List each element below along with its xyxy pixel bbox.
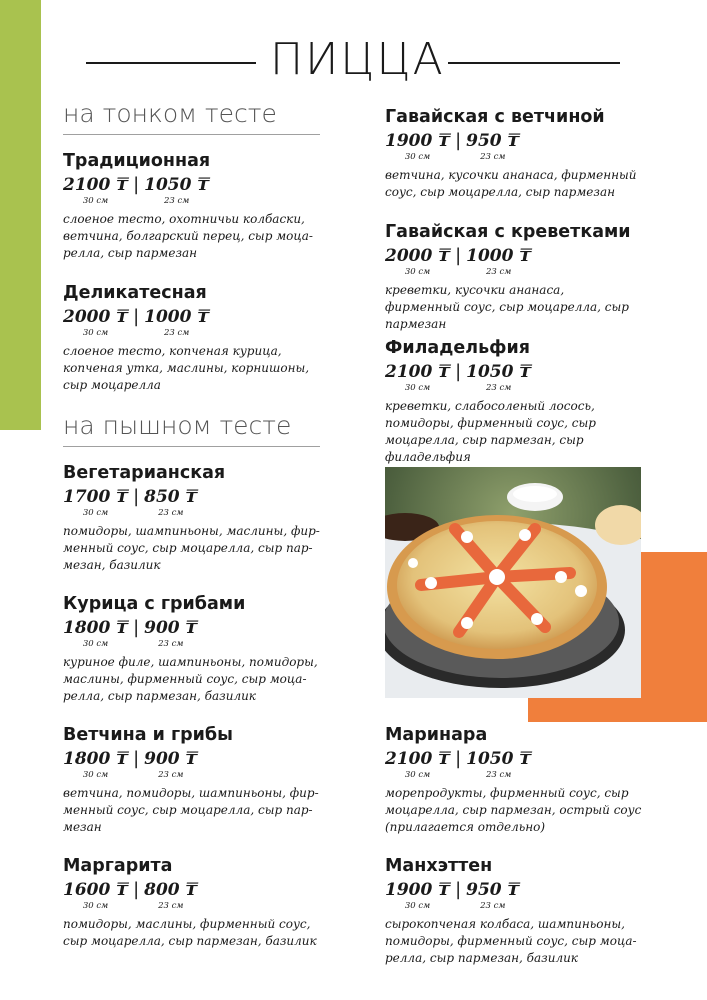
price-large: 2000 ₸ — [385, 246, 451, 266]
price-large: 1800 ₸ — [63, 618, 129, 638]
price-separator: | — [455, 879, 462, 900]
price-separator: | — [455, 130, 462, 151]
size-large-label: 30 см — [82, 901, 109, 911]
price-separator: | — [455, 245, 462, 266]
price-small: 1050 ₸ — [466, 749, 532, 769]
item-description: ветчина, помидоры, шампиньоны, фирменный соус, сыр моцарелла, сыр пармезан — [63, 786, 319, 834]
size-small-label: 23 см — [486, 770, 512, 780]
item-name: Курица с грибами — [63, 594, 246, 614]
section-heading-thin: на тонком тесте — [63, 98, 320, 135]
price-small-block — [466, 131, 519, 163]
size-small-label: 23 см — [158, 901, 184, 911]
item-name: Вегетарианская — [63, 463, 226, 483]
size-small-label: 23 см — [480, 152, 506, 162]
price-small: 1000 ₸ — [144, 307, 210, 327]
size-small-label: 23 см — [158, 639, 184, 649]
price-small-block — [466, 362, 531, 394]
section-heading-fluffy: на пышном тесте — [63, 410, 320, 447]
menu-item — [385, 221, 643, 333]
price-separator: | — [133, 486, 140, 507]
size-small-label: 23 см — [486, 383, 512, 393]
item-description: морепродукты, фирменный соус, сыр моцарелла, сыр пармезан, острый соус (прилагается отдельно) — [385, 786, 642, 834]
price-large: 1900 ₸ — [385, 880, 451, 900]
price-row — [63, 880, 321, 914]
size-large-label: 30 см — [82, 639, 109, 649]
item-name: Деликатесная — [63, 283, 207, 303]
price-large-block — [385, 362, 450, 394]
item-description: слоеное тесто, копченая курица, копченая утка, маслины, корнишоны, сыр моцарелла — [63, 344, 310, 392]
price-small-block — [466, 749, 531, 781]
price-separator: | — [455, 748, 462, 769]
price-row — [385, 749, 643, 783]
price-large-block — [385, 246, 450, 278]
title-rule-left — [86, 62, 256, 64]
price-large-block — [63, 487, 128, 519]
menu-item — [63, 724, 321, 836]
price-small-block — [144, 880, 197, 912]
size-large-label: 30 см — [404, 152, 431, 162]
size-small-label: 23 см — [480, 901, 506, 911]
price-row — [63, 618, 321, 652]
price-large-block — [385, 880, 450, 912]
title-rule-right — [448, 62, 620, 64]
size-large-label: 30 см — [82, 328, 109, 338]
price-separator: | — [133, 174, 140, 195]
price-large: 1700 ₸ — [63, 487, 129, 507]
menu-item — [63, 150, 321, 262]
price-large-block — [63, 749, 128, 781]
size-large-label: 30 см — [404, 901, 431, 911]
item-description: куриное филе, шампиньоны, помидоры, маслины, фирменный соус, сыр моцарелла, сыр пармезан, базилик — [63, 655, 318, 703]
price-large-block — [63, 307, 128, 339]
price-small: 950 ₸ — [466, 131, 520, 151]
price-row — [63, 487, 321, 521]
item-name: Гавайская с ветчиной — [385, 107, 605, 127]
price-small: 1050 ₸ — [466, 362, 532, 382]
item-name: Традиционная — [63, 151, 211, 171]
price-small-block — [144, 307, 209, 339]
item-name: Маргарита — [63, 856, 173, 876]
size-small-label: 23 см — [158, 770, 184, 780]
price-row — [63, 175, 321, 209]
price-small-block — [466, 246, 531, 278]
size-large-label: 30 см — [82, 508, 109, 518]
green-accent-bar — [0, 0, 41, 430]
menu-item — [63, 462, 321, 574]
price-large: 1800 ₸ — [63, 749, 129, 769]
menu-item — [385, 337, 643, 466]
item-description: креветки, кусочки ананаса, фирменный соус, сыр моцарелла, сыр пармезан — [385, 283, 629, 331]
price-large: 1600 ₸ — [63, 880, 129, 900]
size-small-label: 23 см — [164, 196, 190, 206]
size-large-label: 30 см — [82, 770, 109, 780]
item-name: Ветчина и грибы — [63, 725, 233, 745]
item-description: помидоры, маслины, фирменный соус, сыр моцарелла, сыр пармезан, базилик — [63, 917, 317, 948]
size-large-label: 30 см — [404, 383, 431, 393]
item-description: помидоры, шампиньоны, маслины, фирменный соус, сыр моцарелла, сыр пармезан, базилик — [63, 524, 320, 572]
item-description: слоеное тесто, охотничьи колбаски, ветчина, болгарский перец, сыр моцарелла, сыр пармезан — [63, 212, 313, 260]
menu-item — [385, 106, 643, 201]
price-large: 1900 ₸ — [385, 131, 451, 151]
price-large-block — [63, 175, 128, 207]
price-small-block — [466, 880, 519, 912]
price-large-block — [385, 749, 450, 781]
menu-item — [63, 282, 321, 394]
size-small-label: 23 см — [486, 267, 512, 277]
price-row — [385, 246, 643, 280]
price-separator: | — [133, 879, 140, 900]
price-large-block — [385, 131, 450, 163]
price-large: 2100 ₸ — [385, 749, 451, 769]
price-small: 800 ₸ — [144, 880, 198, 900]
price-row — [63, 307, 321, 341]
item-name: Маринара — [385, 725, 488, 745]
item-description: креветки, слабосоленый лосось, помидоры, фирменный соус, сыр моцарелла, сыр пармезан, сыр филадельфия — [385, 399, 596, 464]
price-separator: | — [455, 361, 462, 382]
item-description: ветчина, кусочки ананаса, фирменный соус, сыр моцарелла, сыр пармезан — [385, 168, 637, 199]
price-small: 850 ₸ — [144, 487, 198, 507]
price-small-block — [144, 487, 197, 519]
price-large: 2100 ₸ — [63, 175, 129, 195]
size-large-label: 30 см — [404, 267, 431, 277]
price-separator: | — [133, 306, 140, 327]
price-small: 900 ₸ — [144, 749, 198, 769]
price-row — [385, 362, 643, 396]
price-small-block — [144, 749, 197, 781]
menu-item — [63, 855, 321, 950]
menu-item — [63, 593, 321, 705]
price-separator: | — [133, 748, 140, 769]
size-large-label: 30 см — [404, 770, 431, 780]
price-small: 1000 ₸ — [466, 246, 532, 266]
price-separator: | — [133, 617, 140, 638]
price-small: 900 ₸ — [144, 618, 198, 638]
price-small-block — [144, 175, 209, 207]
menu-item — [385, 855, 643, 967]
item-name: Манхэттен — [385, 856, 493, 876]
pizza-photo — [385, 467, 641, 698]
price-large: 2100 ₸ — [385, 362, 451, 382]
item-description: сырокопченая колбаса, шампиньоны, помидоры, фирменный соус, сыр моцарелла, сыр пармезан, базилик — [385, 917, 637, 965]
item-name: Филадельфия — [385, 338, 530, 358]
size-small-label: 23 см — [164, 328, 190, 338]
size-large-label: 30 см — [82, 196, 109, 206]
price-large: 2000 ₸ — [63, 307, 129, 327]
price-small: 1050 ₸ — [144, 175, 210, 195]
page-title: ПИЦЦА — [270, 34, 445, 85]
size-small-label: 23 см — [158, 508, 184, 518]
price-small: 950 ₸ — [466, 880, 520, 900]
item-name: Гавайская с креветками — [385, 222, 631, 242]
price-row — [385, 131, 643, 165]
menu-item — [385, 724, 643, 836]
price-row — [385, 880, 643, 914]
price-small-block — [144, 618, 197, 650]
price-row — [63, 749, 321, 783]
price-large-block — [63, 618, 128, 650]
price-large-block — [63, 880, 128, 912]
